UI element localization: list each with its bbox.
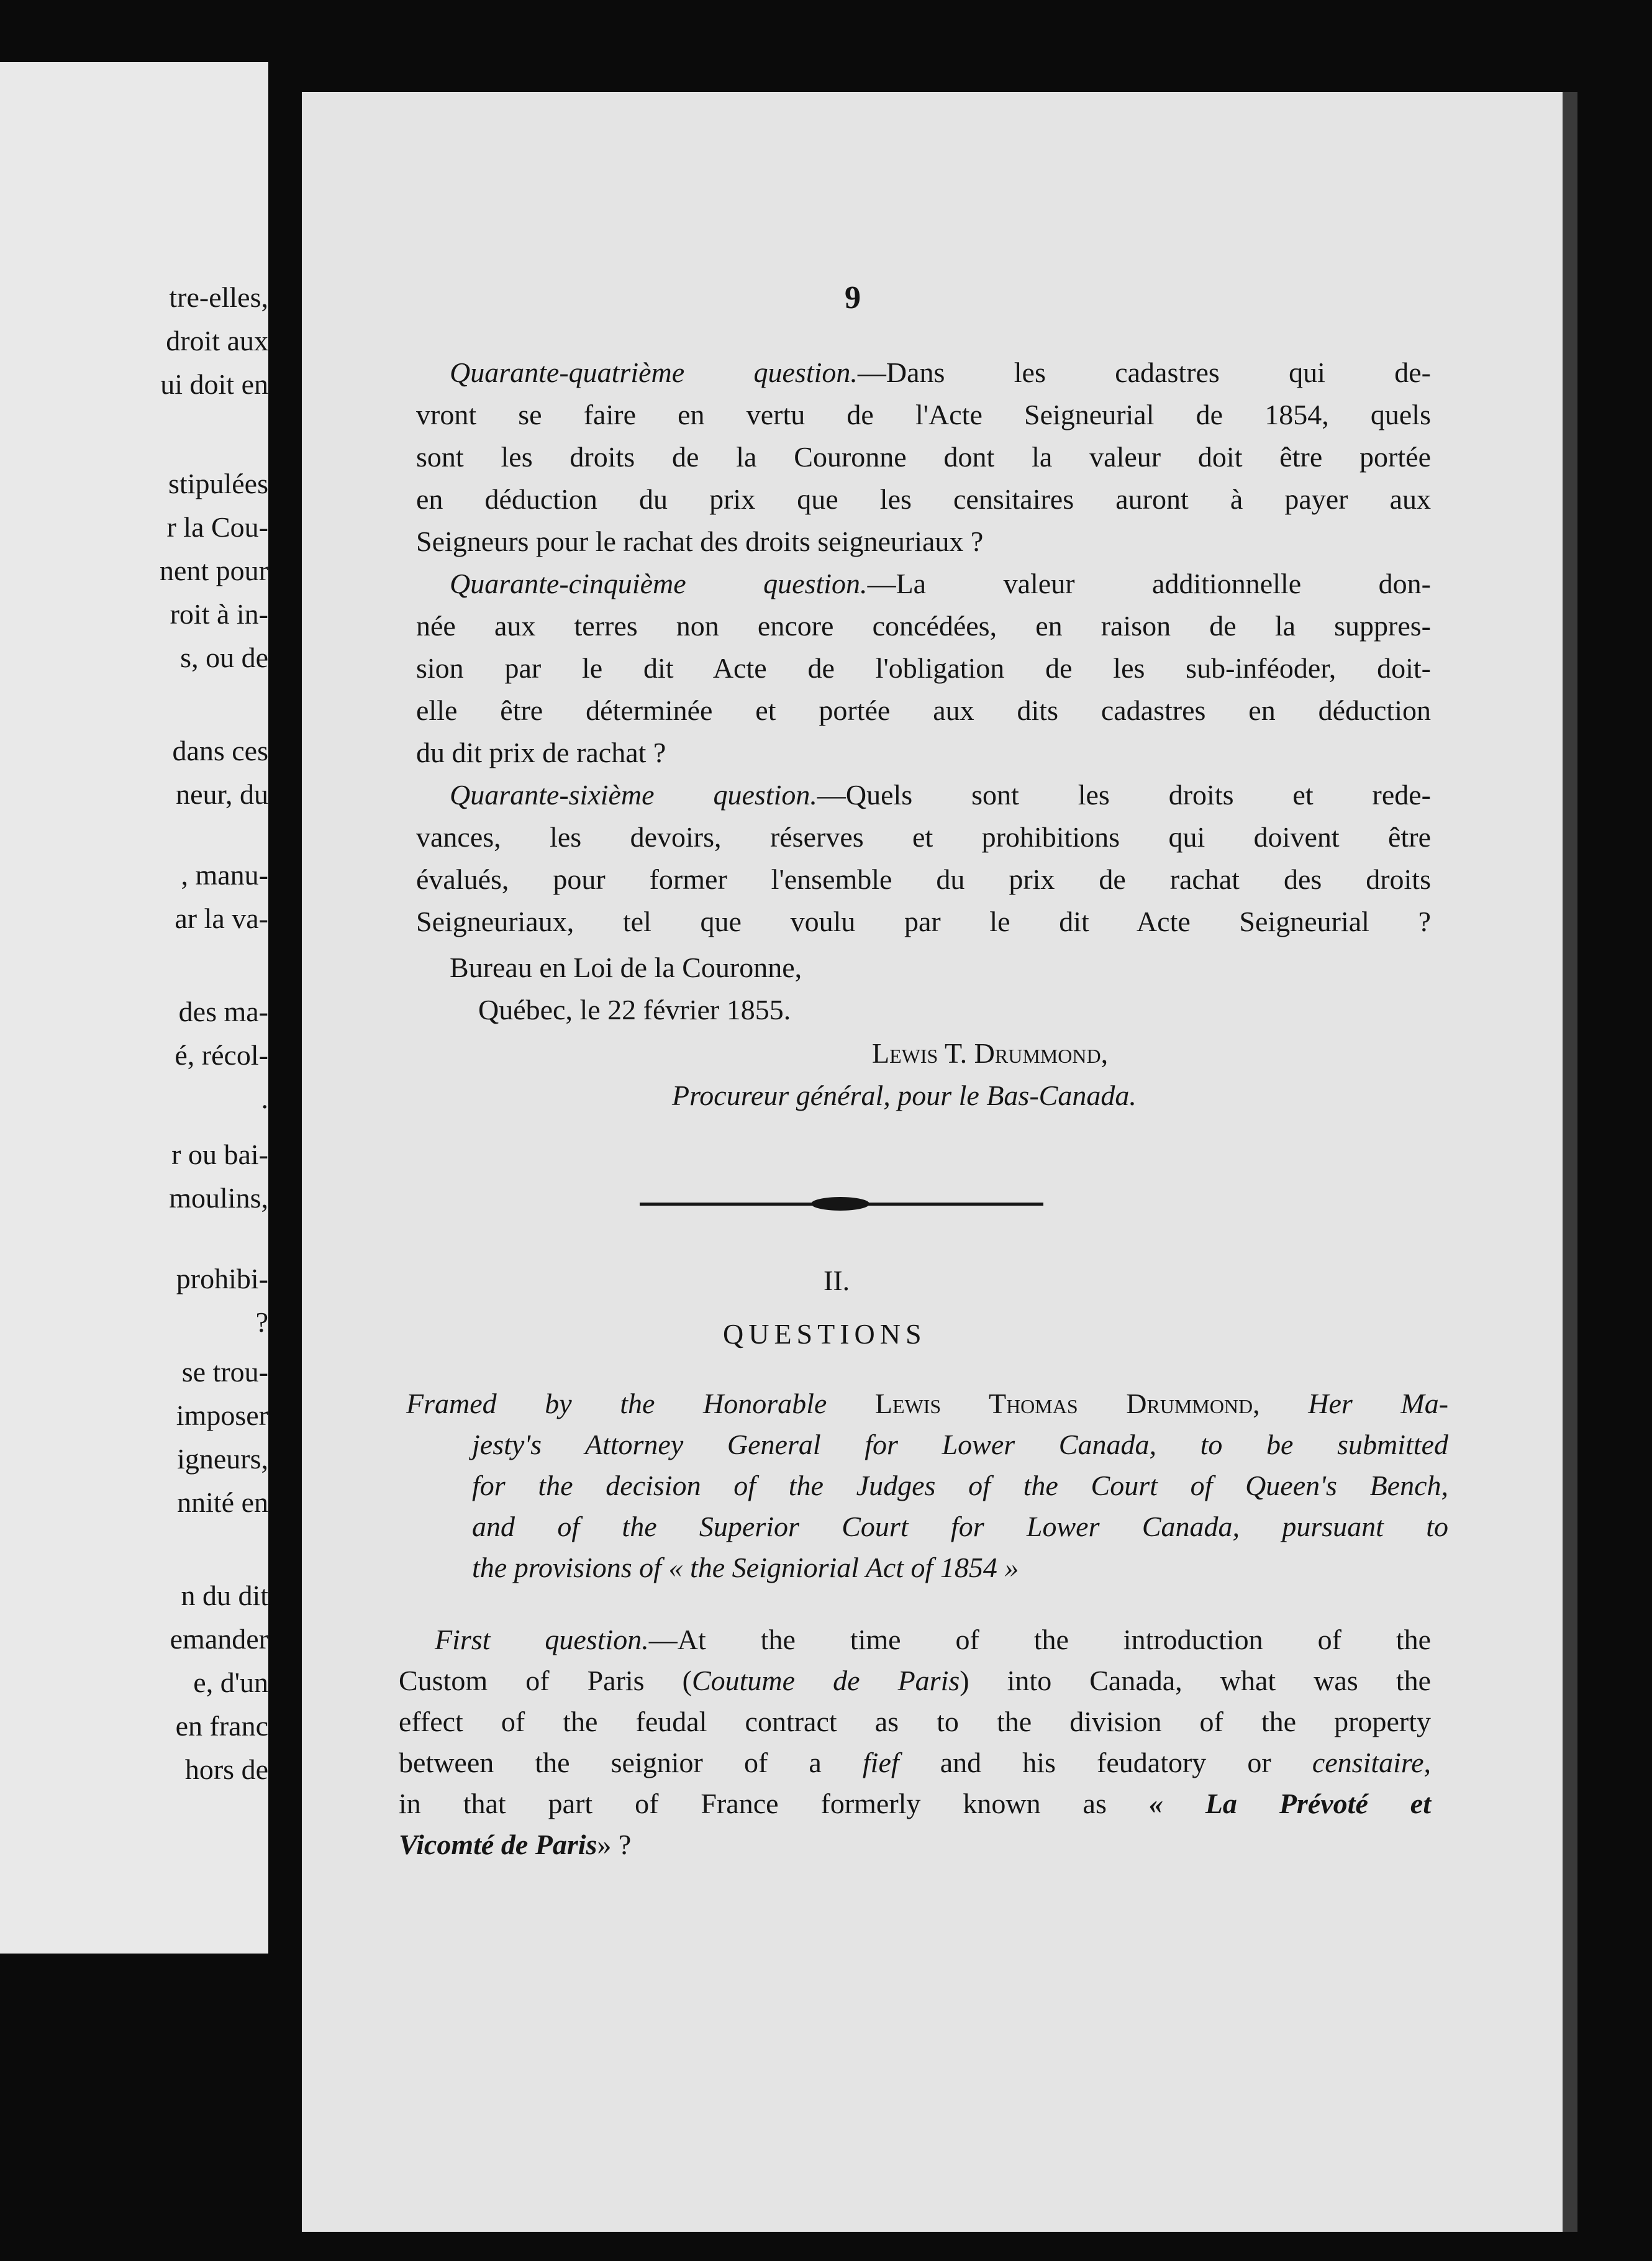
framed-line-5: the provisions of « the Seigniorial Act of 1854 »	[472, 1552, 1019, 1583]
q46-line-2: vances, les devoirs, réserves et prohibitions qui doivent être	[416, 821, 1431, 853]
q44-line-4: en déduction du prix que les censitaires auront à payer aux	[416, 483, 1431, 515]
first-question-line-2: Custom of Paris (Coutume de Paris) into Canada, what was the	[399, 1665, 1432, 1696]
left-page-line: r ou bai-	[171, 1139, 268, 1170]
left-page-line: des ma-	[178, 996, 268, 1027]
left-page-line: e, d'un	[193, 1667, 268, 1698]
first-question-line-1: First question.—At the time of the introduction of the	[435, 1624, 1432, 1655]
left-page-line: nnité en	[177, 1486, 268, 1518]
left-page-line: , manu-	[181, 859, 268, 891]
page-edge-shadow	[1563, 92, 1577, 2232]
left-page-line: é, récol-	[175, 1039, 268, 1071]
section-heading: QUESTIONS	[723, 1318, 927, 1350]
left-page-line: stipulées	[168, 468, 268, 499]
left-facing-page	[0, 62, 268, 1954]
left-page-line: igneurs,	[177, 1443, 268, 1475]
q44-line-2: vront se faire en vertu de l'Acte Seigneurial de 1854, quels	[416, 399, 1431, 430]
q44-line-1: Quarante-quatrième question.—Dans les cadastres qui de-	[450, 357, 1431, 388]
q46-line-4: Seigneuriaux, tel que voulu par le dit Acte Seigneurial ?	[416, 906, 1431, 937]
framed-line-2: jesty's Attorney General for Lower Canada, to be submitted	[472, 1429, 1448, 1460]
q45-line-1: Quarante-cinquième question.—La valeur additionnelle don-	[450, 568, 1432, 599]
left-page-line: se trou-	[181, 1356, 268, 1388]
left-page-line: prohibi-	[176, 1263, 268, 1294]
left-page-line: nent pour	[159, 555, 268, 586]
q45-label: Quarante-cinquième question.	[450, 568, 868, 599]
q45-line-4: elle être déterminée et portée aux dits cadastres en déduction	[416, 694, 1431, 726]
left-page-line: ui doit en	[160, 368, 268, 400]
document-page	[302, 92, 1563, 2232]
rule-ornament	[811, 1197, 869, 1211]
framed-line-1: Framed by the Honorable Lewis Thomas Drummond, Her Ma-	[406, 1388, 1449, 1419]
q46-line-3: évalués, pour former l'ensemble du prix de rachat des droits	[416, 863, 1431, 895]
left-page-line: s, ou de	[180, 642, 268, 673]
left-page-line: moulins,	[169, 1182, 268, 1214]
left-page-line: tre-elles,	[169, 281, 268, 313]
left-page-line: dans ces	[172, 735, 268, 767]
first-question-line-6: Vicomté de Paris» ?	[399, 1829, 632, 1860]
left-page-line: ar la va-	[175, 903, 268, 934]
left-page-line: imposer	[176, 1399, 268, 1431]
first-question-line-5: in that part of France formerly known as « La Prévoté et	[399, 1788, 1432, 1819]
left-page-line: neur, du	[176, 778, 268, 810]
q45-line-2: née aux terres non encore concédées, en raison de la suppres-	[416, 610, 1431, 642]
q45-line-3: sion par le dit Acte de l'obligation de les sub-inféoder, doit-	[416, 652, 1431, 684]
left-page-line: droit aux	[166, 325, 268, 357]
q44-line-3: sont les droits de la Couronne dont la valeur doit être portée	[416, 441, 1431, 473]
left-page-line: emander	[170, 1623, 268, 1655]
left-page-line: roit à in-	[170, 598, 268, 630]
date-line: Québec, le 22 février 1855.	[478, 994, 791, 1026]
signature-name: Lewis T. Drummond,	[872, 1037, 1109, 1069]
q44-label: Quarante-quatrième question.	[450, 357, 858, 388]
section-number: II.	[824, 1265, 850, 1296]
left-page-line: .	[261, 1083, 268, 1114]
first-question-line-3: effect of the feudal contract as to the division of the property	[399, 1706, 1431, 1737]
left-page-line: ?	[255, 1306, 268, 1338]
office-line: Bureau en Loi de la Couronne,	[450, 952, 802, 983]
q46-label: Quarante-sixième question.	[450, 779, 817, 811]
left-page-line: hors de	[184, 1754, 268, 1785]
q45-line-5: du dit prix de rachat ?	[416, 737, 666, 768]
framed-line-4: and of the Superior Court for Lower Canada, pursuant to	[472, 1511, 1448, 1542]
page-number: 9	[845, 280, 861, 316]
left-page-line: n du dit	[181, 1580, 268, 1611]
signature-title: Procureur général, pour le Bas-Canada.	[672, 1080, 1137, 1111]
author-name: Lewis Thomas Drummond,	[874, 1388, 1260, 1419]
left-page-line: r la Cou-	[166, 511, 268, 543]
q46-line-1: Quarante-sixième question.—Quels sont les droits et rede-	[450, 779, 1432, 811]
left-page-line: en franc	[175, 1710, 268, 1742]
first-question-line-4: between the seignior of a fief and his feudatory or censitaire,	[399, 1747, 1432, 1778]
q44-line-5: Seigneurs pour le rachat des droits seigneuriaux ?	[416, 525, 984, 557]
framed-line-3: for the decision of the Judges of the Court of Queen's Bench,	[472, 1470, 1448, 1501]
first-question-label: First question.	[435, 1624, 649, 1655]
